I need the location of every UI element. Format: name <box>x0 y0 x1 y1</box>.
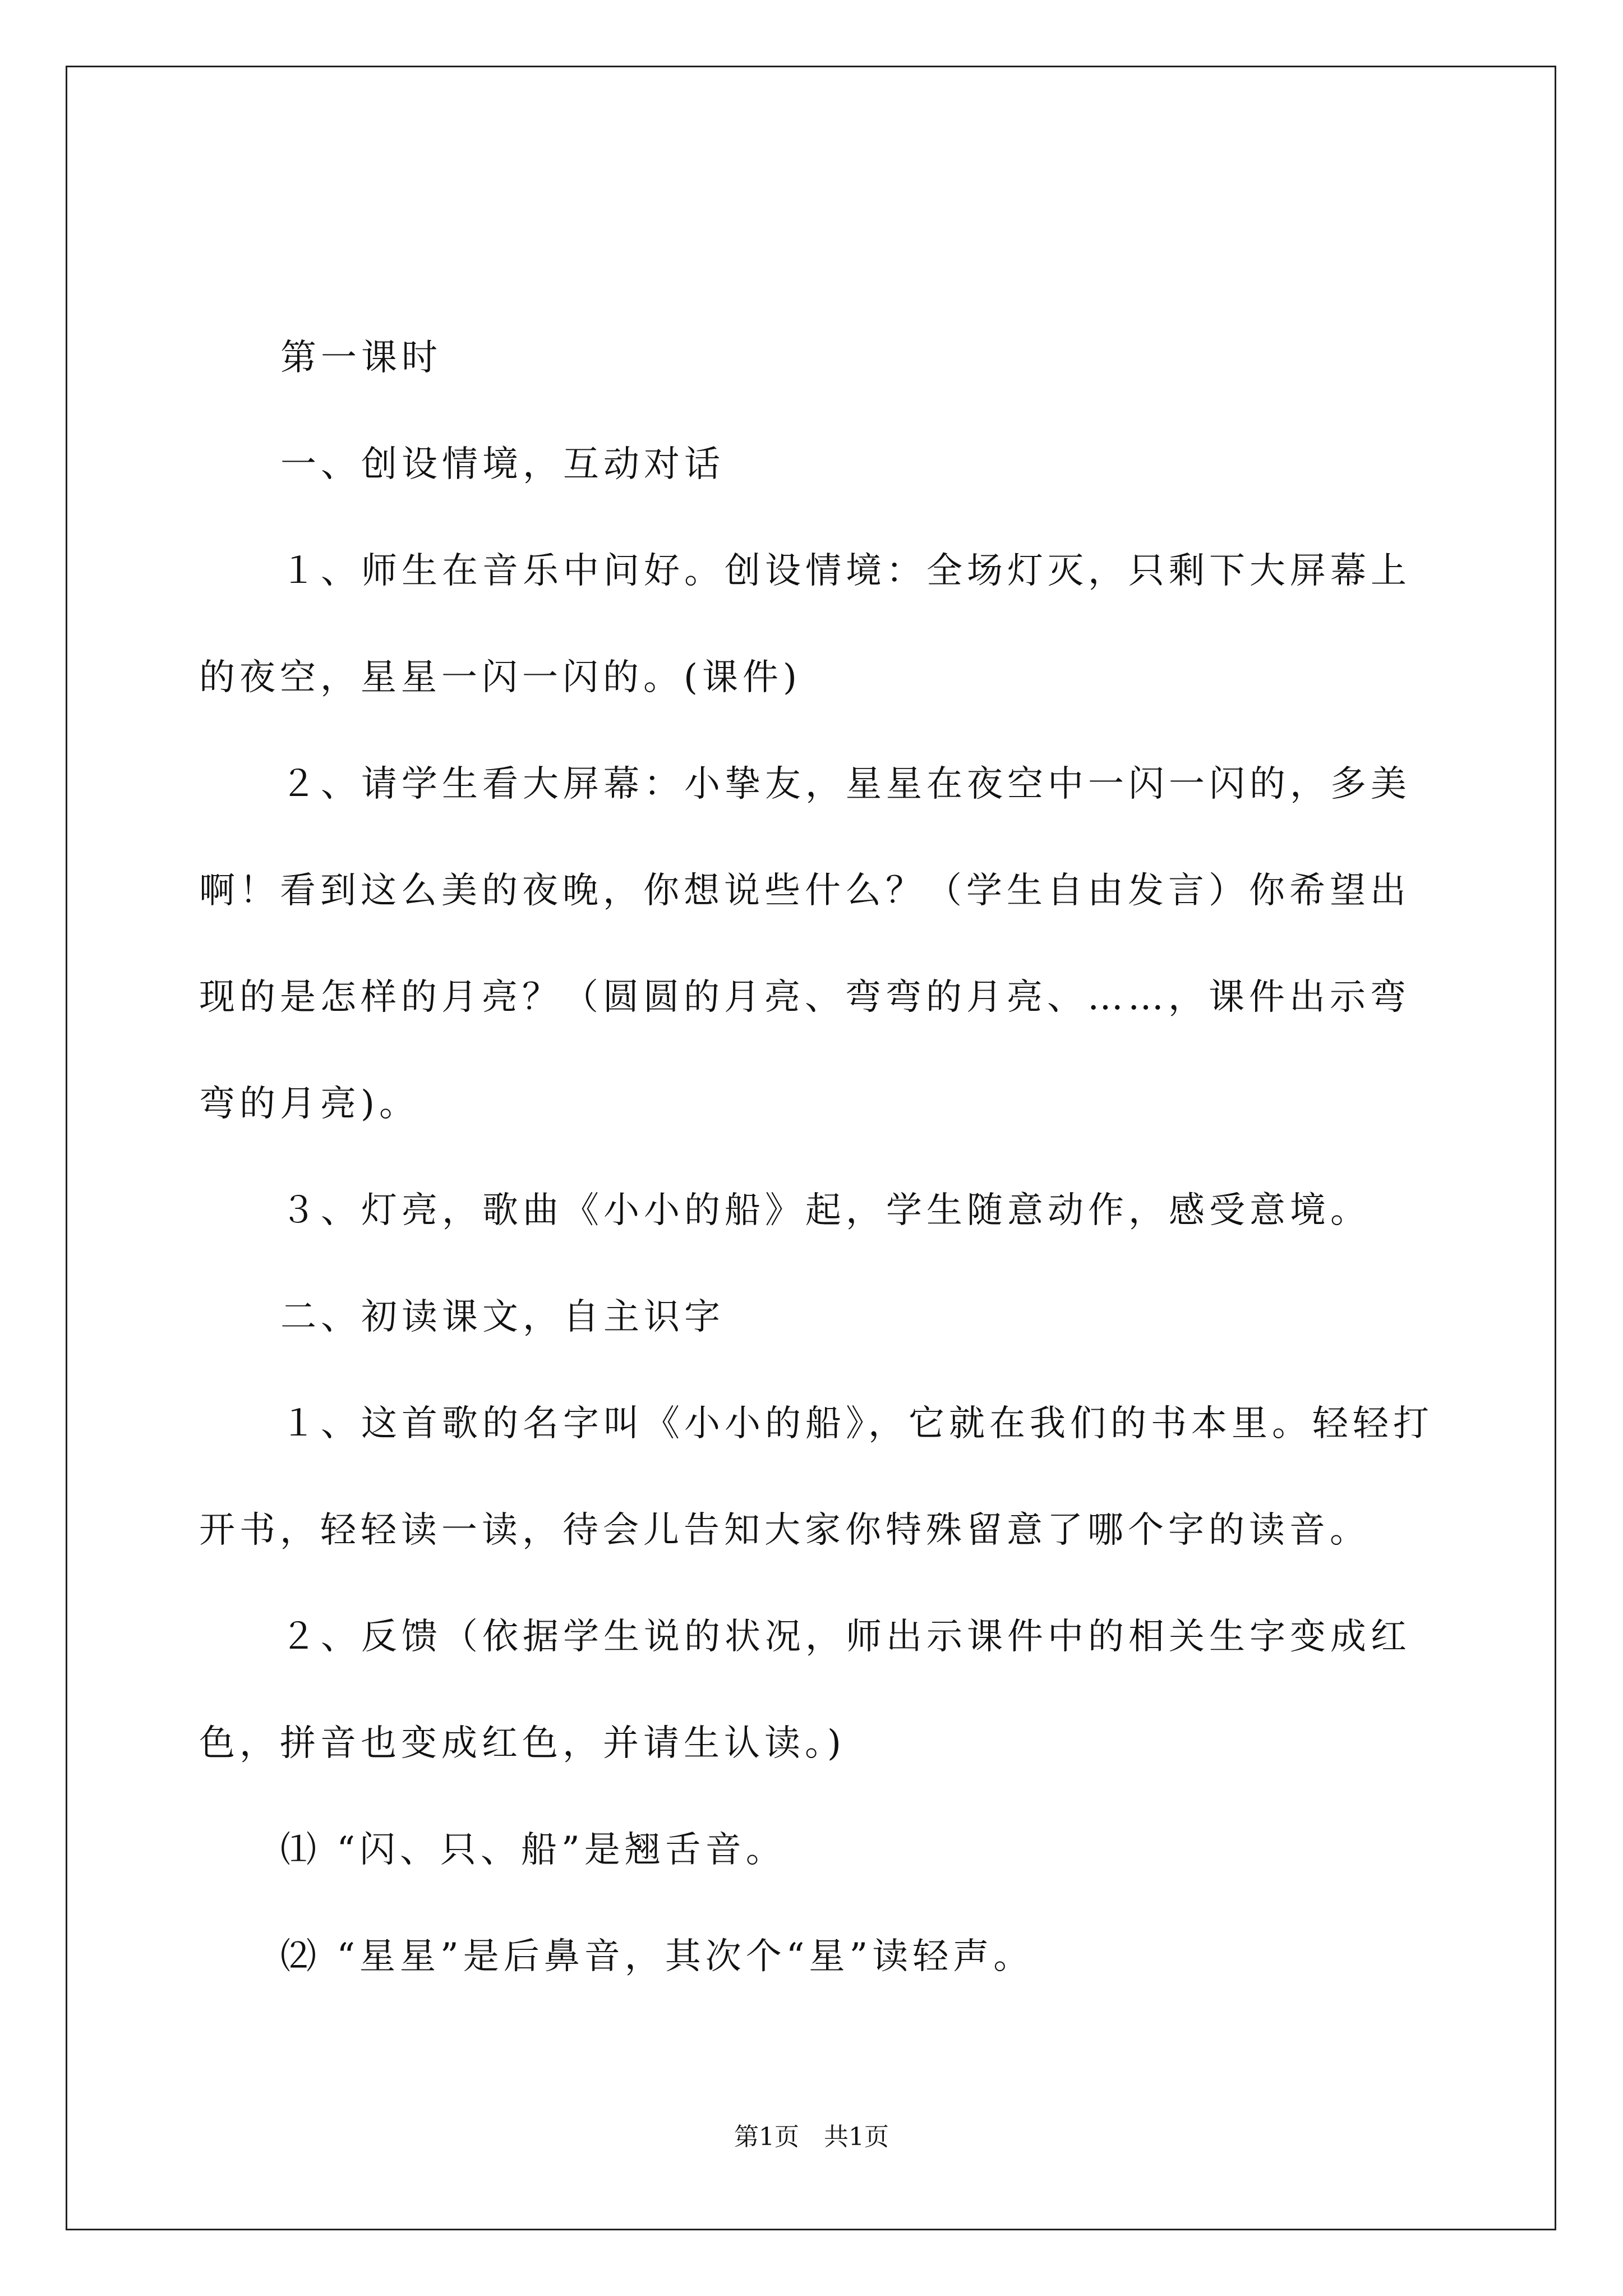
paragraph-line: 啊！看到这么美的夜晚，你想说些什么？（学生自由发言）你希望出 <box>199 870 1410 912</box>
paragraph-line: １、这首歌的名字叫《小小的船》，它就在我们的书本里。轻轻打 <box>280 1403 1433 1444</box>
section-heading-1: 一、创设情境，互动对话 <box>280 444 725 485</box>
paragraph-line: １、师生在音乐中问好。创设情境：全场灯灭，只剩下大屏幕上 <box>280 550 1411 592</box>
paragraph-line: 的夜空，星星一闪一闪的。(课件) <box>199 657 801 698</box>
paragraph-line: 开书，轻轻读一读，待会儿告知大家你特殊留意了哪个字的读音。 <box>199 1510 1370 1551</box>
page-footer: 第1页 共1页 <box>734 2123 889 2151</box>
paragraph-line: 弯的月亮)。 <box>199 1083 419 1125</box>
list-item: ⑴ “闪、只、船”是翘舌音。 <box>280 1829 786 1871</box>
paragraph-line: ２、反馈（依据学生说的状况，师出示课件中的相关生字变成红 <box>280 1616 1411 1658</box>
paragraph-line: ３、灯亮，歌曲《小小的船》起，学生随意动作，感受意境。 <box>280 1190 1371 1231</box>
page-border <box>66 66 1556 2230</box>
list-item: ⑵ “星星”是后鼻音，其次个“星”读轻声。 <box>280 1936 1034 1977</box>
paragraph-line: 色，拼音也变成红色，并请生认读。) <box>199 1723 846 1764</box>
lesson-heading: 第一课时 <box>280 337 442 379</box>
section-heading-2: 二、初读课文，自主识字 <box>280 1296 725 1338</box>
paragraph-line: 现的是怎样的月亮？（圆圆的月亮、弯弯的月亮、……，课件出示弯 <box>199 977 1410 1018</box>
paragraph-line: ２、请学生看大屏幕：小挚友，星星在夜空中一闪一闪的，多美 <box>280 763 1411 805</box>
